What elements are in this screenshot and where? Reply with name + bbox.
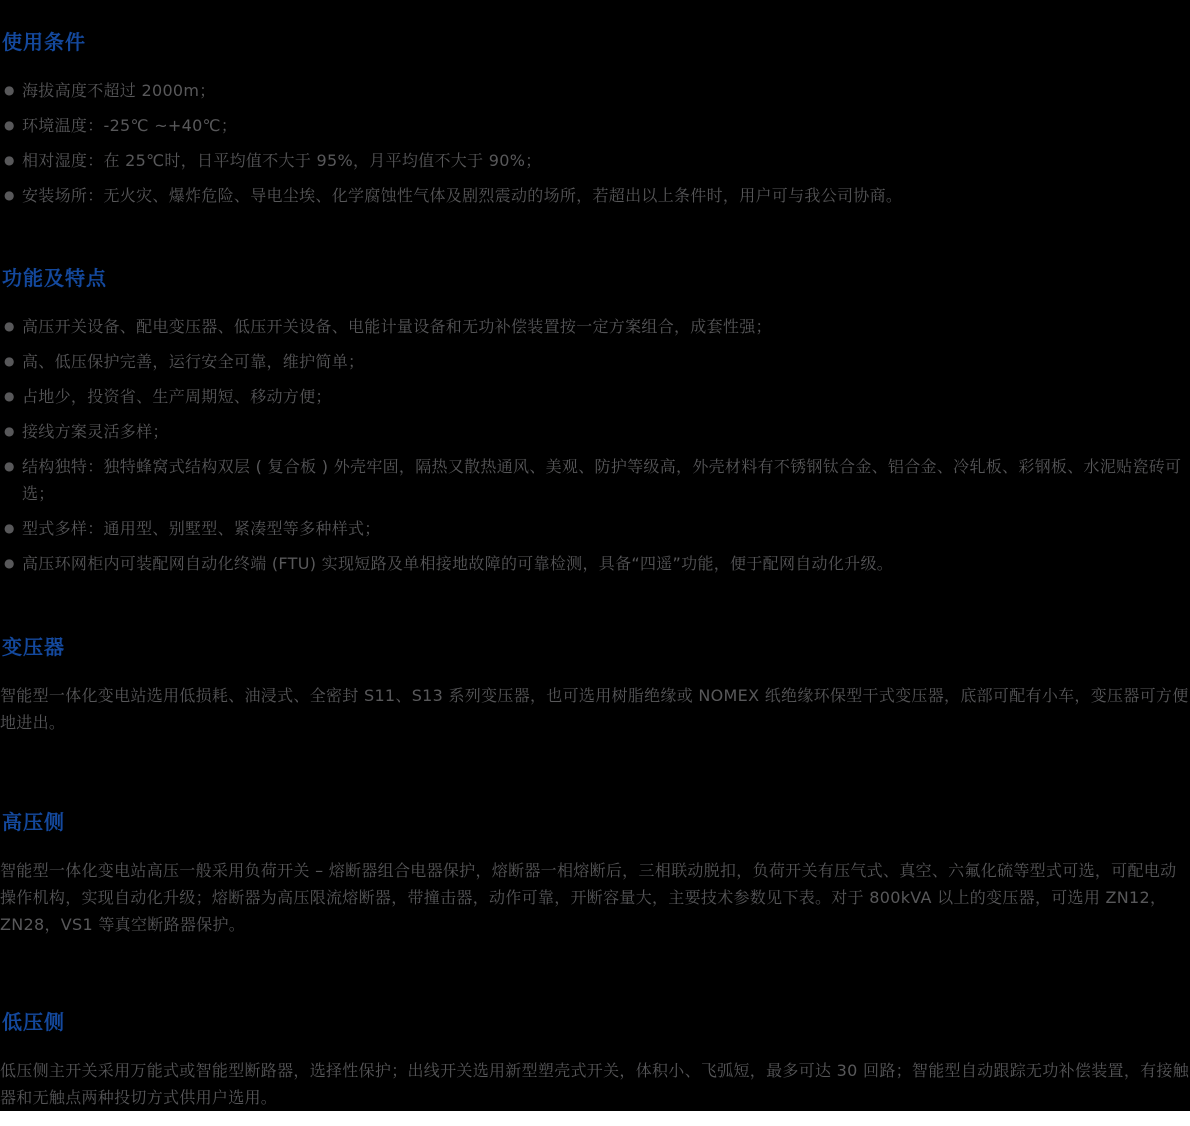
list-item: [0, 313, 1190, 340]
list-item-text: 安装场所：无火灾、爆炸危险、导电尘埃、化学腐蚀性气体及剧烈震动的场所，若超出以上条件时，用户可与我公司协商。: [22, 186, 903, 205]
footer-strip: [0, 1111, 1190, 1126]
bullet-icon: ●: [4, 556, 15, 570]
list-item-text: 占地少，投资省、生产周期短、移动方便；: [22, 387, 332, 406]
section-title-low-voltage-side: 低压侧: [2, 1010, 65, 1034]
bullet-icon: ●: [4, 521, 15, 535]
section-transformer: [0, 636, 1190, 736]
list-item-text: 环境温度：-25℃ ~+40℃；: [22, 116, 238, 135]
transformer-paragraph: 智能型一体化变电站选用低损耗、油浸式、全密封 S11、S13 系列变压器，也可选用树脂绝缘或 NOMEX 纸绝缘环保型干式变压器，底部可配有小车，变压器可方便地进出。: [0, 686, 1189, 732]
list-item-text: 高、低压保护完善，运行安全可靠，维护简单；: [22, 352, 365, 371]
section-usage-conditions: [0, 31, 1190, 217]
section-title-transformer: 变压器: [2, 635, 65, 659]
bullet-icon: ●: [4, 188, 15, 202]
list-item: [0, 383, 1190, 410]
list-item: [0, 515, 1190, 542]
bullet-icon: ●: [4, 83, 15, 97]
bullet-icon: ●: [4, 118, 15, 132]
bullet-icon: ●: [4, 459, 15, 473]
high-voltage-paragraph: 智能型一体化变电站高压一般采用负荷开关 – 熔断器组合电器保护，熔断器一相熔断后，三相联动脱扣，负荷开关有压气式、真空、六氟化硫等型式可选，可配电动操作机构，实现自动化升级；熔断器为高压限流熔断器，带撞击器，动作可靠，开断容量大，主要技术参数见下表。对于 800kVA 以上的变压器，可选用 ZN12， ZN28，VS1 等真空断路器保护。: [0, 861, 1177, 934]
list-item-text: 高压环网柜内可装配网自动化终端 (FTU) 实现短路及单相接地故障的可靠检测，具备“四遥”功能，便于配网自动化升级。: [22, 554, 894, 573]
list-item-text: 接线方案灵活多样；: [22, 422, 169, 441]
section-title-usage-conditions: 使用条件: [2, 30, 86, 54]
list-item-text: 结构独特：独特蜂窝式结构双层 ( 复合板 ) 外壳牢固，隔热又散热通风、美观、防护等级高，外壳材料有不锈钢钛合金、铝合金、冷轧板、彩钢板、水泥贴瓷砖可选；: [22, 457, 1182, 503]
list-item: [0, 550, 1190, 577]
section-title-high-voltage-side: 高压侧: [2, 810, 65, 834]
list-item: [0, 147, 1190, 174]
list-item: [0, 418, 1190, 445]
list-item: [0, 182, 1190, 209]
list-item: [0, 453, 1190, 507]
list-item: [0, 112, 1190, 139]
bullet-icon: ●: [4, 153, 15, 167]
section-low-voltage-side: [0, 1011, 1190, 1111]
bullet-icon: ●: [4, 354, 15, 368]
bullet-icon: ●: [4, 319, 15, 333]
features-list: [0, 313, 1190, 577]
list-item-text: 海拔高度不超过 2000m；: [22, 81, 216, 100]
bullet-icon: ●: [4, 389, 15, 403]
usage-conditions-list: [0, 77, 1190, 209]
list-item-text: 相对湿度：在 25℃时，日平均值不大于 95%，月平均值不大于 90%；: [22, 151, 542, 170]
section-title-features: 功能及特点: [2, 266, 107, 290]
list-item-text: 型式多样：通用型、别墅型、紧凑型等多种样式；: [22, 519, 381, 538]
list-item: [0, 348, 1190, 375]
list-item-text: 高压开关设备、配电变压器、低压开关设备、电能计量设备和无功补偿装置按一定方案组合，成套性强；: [22, 317, 772, 336]
section-features: [0, 267, 1190, 585]
section-high-voltage-side: [0, 811, 1190, 938]
list-item: [0, 77, 1190, 104]
bullet-icon: ●: [4, 424, 15, 438]
low-voltage-paragraph: 低压侧主开关采用万能式或智能型断路器，选择性保护；出线开关选用新型塑壳式开关，体积小、飞弧短，最多可达 30 回路；智能型自动跟踪无功补偿装置，有接触器和无触点两种投切方式供用户选用。: [0, 1061, 1190, 1107]
